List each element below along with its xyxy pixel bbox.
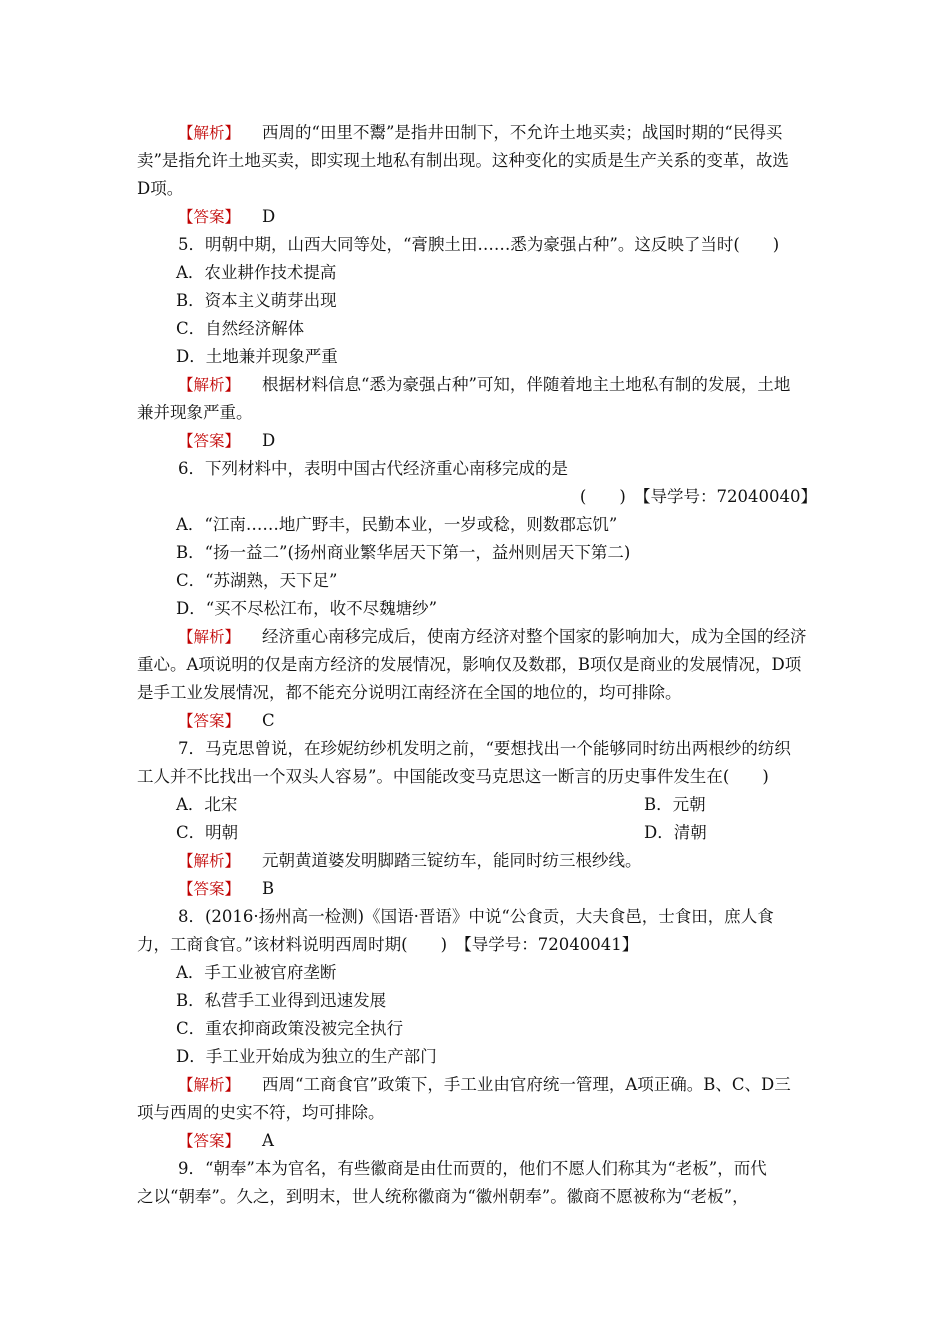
analysis-text: 卖”是指允许土地买卖，即实现土地私有制出现。这种变化的实质是生产关系的变革，故选 — [137, 151, 789, 170]
option-a: A．农业耕作技术提高 — [176, 263, 337, 282]
question-7-cont: 工人并不比找出一个双头人容易”。中国能改变马克思这一断言的历史事件发生在( ) — [137, 767, 769, 786]
option-b: B．私营手工业得到迅速发展 — [176, 991, 387, 1010]
answer-value: A — [262, 1131, 274, 1150]
analysis-text: 元朝黄道婆发明脚踏三锭纺车，能同时纺三根纱线。 — [262, 851, 642, 870]
answer-value: C — [262, 711, 275, 730]
option-a: A．手工业被官府垄断 — [176, 963, 337, 982]
option-c: C．重农抑商政策没被完全执行 — [176, 1019, 404, 1038]
option-d: D．手工业开始成为独立的生产部门 — [176, 1047, 437, 1066]
question-6: 6．下列材料中，表明中国古代经济重心南移完成的是 — [178, 459, 568, 478]
analysis-line — [178, 625, 858, 649]
answer-line — [178, 877, 858, 901]
analysis-text: 西周“工商食官”政策下，手工业由官府统一管理，A项正确。B、C、D三 — [262, 1075, 791, 1094]
analysis-line — [178, 373, 858, 397]
question-9-cont: 之以“朝奉”。久之，到明末，世人统称徽商为“徽州朝奉”。徽商不愿被称为“老板”， — [137, 1187, 749, 1206]
analysis-tag: 【解析】 — [178, 852, 241, 870]
question-6-guide: ( ) 【导学号：72040040】 — [579, 487, 817, 506]
answer-tag: 【答案】 — [178, 880, 241, 898]
question-5: 5．明朝中期，山西大同等处，“膏腴土田……悉为豪强占种”。这反映了当时( ) — [178, 235, 780, 254]
analysis-tag: 【解析】 — [178, 628, 241, 646]
option-d: D．“买不尽松江布，收不尽魏塘纱” — [176, 599, 438, 618]
option-row — [176, 793, 856, 817]
answer-line — [178, 429, 858, 453]
analysis-text: 根据材料信息“悉为豪强占种”可知，伴随着地主土地私有制的发展，土地 — [262, 375, 791, 394]
question-8-cont: 力，工商食官。”该材料说明西周时期( ) 【导学号：72040041】 — [137, 935, 639, 954]
analysis-tag: 【解析】 — [178, 124, 241, 142]
analysis-text: 兼并现象严重。 — [137, 403, 253, 422]
option-b: B．“扬一益二”(扬州商业繁华居天下第一，益州则居天下第二) — [176, 543, 631, 562]
answer-line — [178, 205, 858, 229]
answer-tag: 【答案】 — [178, 712, 241, 730]
analysis-text: 经济重心南移完成后，使南方经济对整个国家的影响加大，成为全国的经济 — [262, 627, 807, 646]
answer-tag: 【答案】 — [178, 432, 241, 450]
option-c: C．自然经济解体 — [176, 319, 305, 338]
answer-value: B — [262, 879, 275, 898]
question-8: 8．(2016·扬州高一检测)《国语·晋语》中说“公食贡，大夫食邑，士食田，庶人食 — [178, 907, 774, 926]
answer-value: D — [262, 431, 276, 450]
analysis-text: 是手工业发展情况，都不能充分说明江南经济在全国的地位的，均可排除。 — [137, 683, 682, 702]
option-row — [176, 821, 856, 845]
option-d: D．土地兼并现象严重 — [176, 347, 338, 366]
answer-value: D — [262, 207, 276, 226]
analysis-text: D项。 — [137, 179, 184, 198]
analysis-line — [178, 121, 858, 145]
option-b: B．元朝 — [644, 795, 706, 814]
option-a: A．北宋 — [176, 795, 238, 814]
analysis-tag: 【解析】 — [178, 376, 241, 394]
question-9: 9．“朝奉”本为官名，有些徽商是由仕而贾的，他们不愿人们称其为“老板”，而代 — [178, 1159, 767, 1178]
answer-tag: 【答案】 — [178, 208, 241, 226]
option-d: D．清朝 — [644, 823, 707, 842]
question-7: 7．马克思曾说，在珍妮纺纱机发明之前，“要想找出一个能够同时纺出两根纱的纺织 — [178, 739, 791, 758]
answer-line — [178, 709, 858, 733]
analysis-text: 西周的“田里不鬻”是指井田制下，不允许土地买卖；战国时期的“民得买 — [262, 123, 783, 142]
analysis-tag: 【解析】 — [178, 1076, 241, 1094]
option-c: C．“苏湖熟，天下足” — [176, 571, 338, 590]
answer-tag: 【答案】 — [178, 1132, 241, 1150]
option-a: A．“江南……地广野丰，民勤本业，一岁或稔，则数郡忘饥” — [176, 515, 618, 534]
option-b: B．资本主义萌芽出现 — [176, 291, 337, 310]
analysis-text: 重心。A项说明的仅是南方经济的发展情况，影响仅及数郡，B项仅是商业的发展情况，D项 — [137, 655, 802, 674]
answer-line — [178, 1129, 858, 1153]
option-c: C．明朝 — [176, 823, 239, 842]
analysis-line — [178, 1073, 858, 1097]
analysis-line — [178, 849, 858, 873]
analysis-text: 项与西周的史实不符，均可排除。 — [137, 1103, 385, 1122]
